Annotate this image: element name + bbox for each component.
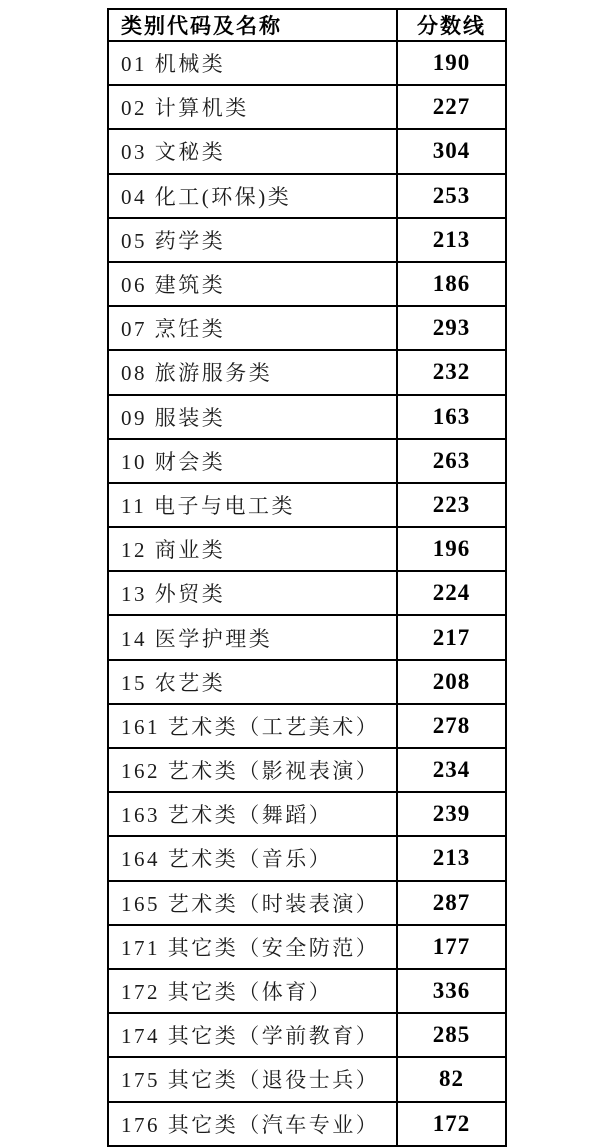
- score-cell: 263: [397, 439, 506, 483]
- category-cell: 161 艺术类（工艺美术）: [108, 704, 397, 748]
- category-cell: 174 其它类（学前教育）: [108, 1013, 397, 1057]
- category-cell: 04 化工(环保)类: [108, 174, 397, 218]
- table-row: [108, 615, 506, 659]
- score-cell: 293: [397, 306, 506, 350]
- category-cell: 162 艺术类（影视表演）: [108, 748, 397, 792]
- table-row: [108, 1013, 506, 1057]
- category-cell: 11 电子与电工类: [108, 483, 397, 527]
- table-row: [108, 483, 506, 527]
- score-cell: 208: [397, 660, 506, 704]
- category-cell: 13 外贸类: [108, 571, 397, 615]
- table-row: [108, 350, 506, 394]
- score-cell: 278: [397, 704, 506, 748]
- table-row: [108, 881, 506, 925]
- table-row: [108, 439, 506, 483]
- score-cell: 186: [397, 262, 506, 306]
- category-cell: 05 药学类: [108, 218, 397, 262]
- table-row: [108, 660, 506, 704]
- table-header: [108, 9, 506, 41]
- table-row: [108, 174, 506, 218]
- score-cutoff-table: [107, 8, 507, 1147]
- table-row: [108, 1102, 506, 1146]
- table-row: [108, 1057, 506, 1101]
- table-row: [108, 748, 506, 792]
- table-row: [108, 306, 506, 350]
- category-cell: 02 计算机类: [108, 85, 397, 129]
- category-cell: 172 其它类（体育）: [108, 969, 397, 1013]
- category-cell: 07 烹饪类: [108, 306, 397, 350]
- table-row: [108, 395, 506, 439]
- category-cell: 15 农艺类: [108, 660, 397, 704]
- score-cell: 239: [397, 792, 506, 836]
- table-body: [108, 41, 506, 1146]
- score-cell: 287: [397, 881, 506, 925]
- table-row: [108, 571, 506, 615]
- category-cell: 164 艺术类（音乐）: [108, 836, 397, 880]
- table-row: [108, 41, 506, 85]
- score-cell: 285: [397, 1013, 506, 1057]
- score-cell: 82: [397, 1057, 506, 1101]
- category-cell: 01 机械类: [108, 41, 397, 85]
- score-cell: 336: [397, 969, 506, 1013]
- score-cell: 234: [397, 748, 506, 792]
- table-row: [108, 218, 506, 262]
- score-cell: 253: [397, 174, 506, 218]
- score-cell: 232: [397, 350, 506, 394]
- category-cell: 08 旅游服务类: [108, 350, 397, 394]
- category-cell: 165 艺术类（时装表演）: [108, 881, 397, 925]
- header-row: [108, 9, 506, 41]
- table-row: [108, 129, 506, 173]
- category-cell: 163 艺术类（舞蹈）: [108, 792, 397, 836]
- table-row: [108, 85, 506, 129]
- score-cell: 223: [397, 483, 506, 527]
- column-header-score: 分数线: [397, 9, 506, 41]
- score-cell: 163: [397, 395, 506, 439]
- score-cell: 224: [397, 571, 506, 615]
- score-cell: 196: [397, 527, 506, 571]
- category-cell: 09 服装类: [108, 395, 397, 439]
- score-cell: 304: [397, 129, 506, 173]
- table-row: [108, 792, 506, 836]
- table-row: [108, 925, 506, 969]
- table-row: [108, 969, 506, 1013]
- category-cell: 171 其它类（安全防范）: [108, 925, 397, 969]
- score-cell: 227: [397, 85, 506, 129]
- score-cell: 213: [397, 218, 506, 262]
- category-cell: 06 建筑类: [108, 262, 397, 306]
- table-row: [108, 836, 506, 880]
- score-cell: 217: [397, 615, 506, 659]
- score-cell: 172: [397, 1102, 506, 1146]
- category-cell: 176 其它类（汽车专业）: [108, 1102, 397, 1146]
- category-cell: 12 商业类: [108, 527, 397, 571]
- column-header-category: 类别代码及名称: [108, 9, 397, 41]
- score-cell: 213: [397, 836, 506, 880]
- score-table-container: [107, 8, 507, 1147]
- score-cell: 177: [397, 925, 506, 969]
- score-cell: 190: [397, 41, 506, 85]
- category-cell: 03 文秘类: [108, 129, 397, 173]
- category-cell: 14 医学护理类: [108, 615, 397, 659]
- table-row: [108, 704, 506, 748]
- table-row: [108, 527, 506, 571]
- table-row: [108, 262, 506, 306]
- category-cell: 10 财会类: [108, 439, 397, 483]
- category-cell: 175 其它类（退役士兵）: [108, 1057, 397, 1101]
